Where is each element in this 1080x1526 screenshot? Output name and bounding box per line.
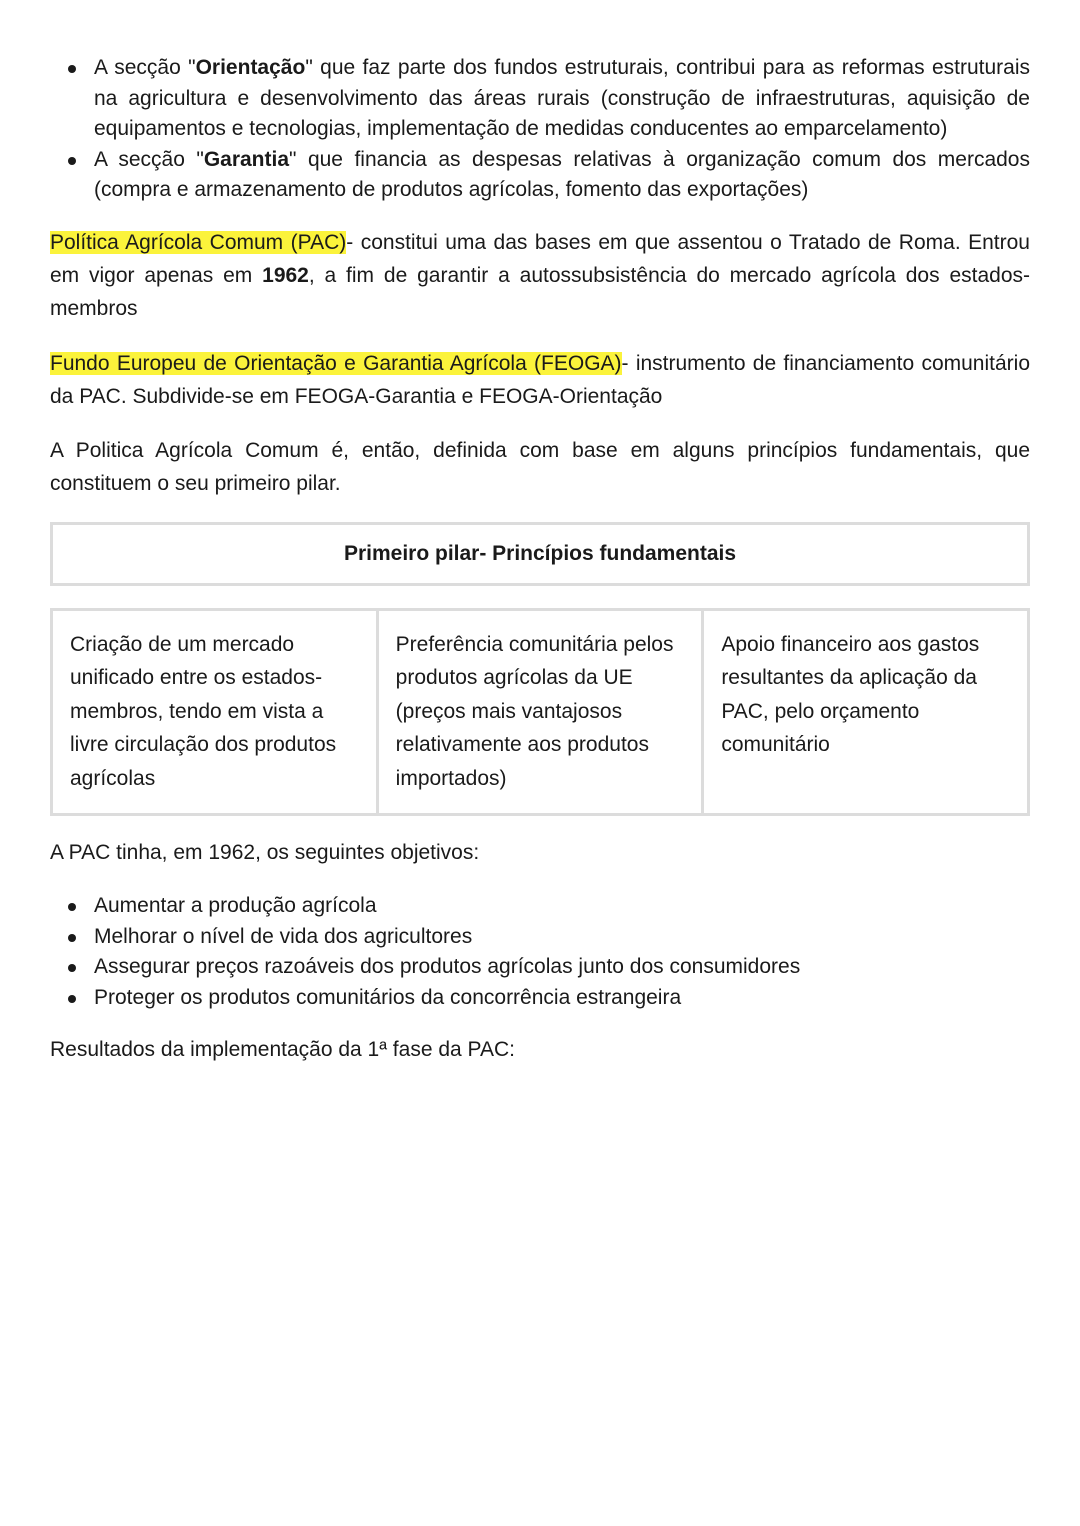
definition-text: - instrumento de financiamento comunitário da PAC. Subdivide-se em FEOGA-Garantia e FEOGA-Orientação [50,351,1031,408]
bullet-garantia [94,145,1030,206]
principle-cell: Apoio financeiro aos gastos resultantes da aplicação da PAC, pelo orçamento comunitário [703,609,1029,815]
highlighted-term-feoga: Fundo Europeu de Orientação e Garantia Agrícola (FEOGA) [50,351,622,375]
pillar-intro: A Politica Agrícola Comum é, então, definida com base em alguns princípios fundamentais, que constituem o seu primeiro pilar. [50,438,1030,495]
pillar-principles-table [50,608,1030,817]
year-bold: 1962 [262,263,309,287]
table-row [52,609,1029,815]
objectives-intro: A PAC tinha, em 1962, os seguintes objetivos: [50,841,480,864]
bullet-text: " que financia as despesas relativas à organização comum dos mercados (compra e armazenamento de produtos agrícolas, fomento das exportações) [94,147,1030,201]
principle-cell: Criação de um mercado unificado entre os estados-membros, tendo em vista a livre circulação dos produtos agrícolas [52,609,378,815]
document-page [50,50,1030,1066]
definition-text: , a fim de garantir a autossubsistência do mercado agrícola dos estados-membros [50,263,1030,320]
pillar-title-box [50,522,1030,586]
pillar-title: Primeiro pilar- Princípios fundamentais [343,541,737,565]
definition-text: - constitui uma das bases em que assentou o Tratado de Roma. Entrou em vigor apenas em [50,230,1030,287]
section-bullets [50,53,1030,206]
bullet-bold-term: Orientação [195,56,306,79]
feoga-definition [50,347,1030,413]
list-item: Aumentar a produção agrícola [94,891,1030,922]
bullet-prefix: A secção " [94,56,196,79]
bullet-prefix: A secção " [94,147,204,171]
bullet-text: " que faz parte dos fundos estruturais, contribui para as reformas estruturais na agricultura e desenvolvimento das áreas rurais (construção de infraestruturas, aquisição de equipamentos e tecnologias, implementação de medidas conducentes ao emparcelamento) [94,56,1031,140]
principle-cell: Preferência comunitária pelos produtos agrícolas da UE (preços mais vantajosos relativamente aos produtos importados) [377,609,703,815]
pac-definition [50,226,1030,325]
list-item: Proteger os produtos comunitários da concorrência estrangeira [94,983,1030,1014]
list-item: Melhorar o nível de vida dos agricultores [94,922,1030,953]
bullet-bold-term: Garantia [203,147,290,171]
highlighted-term-pac: Política Agrícola Comum (PAC) [50,230,347,254]
results-heading: Resultados da implementação da 1ª fase da PAC: [50,1038,515,1061]
list-item: Assegurar preços razoáveis dos produtos agrícolas junto dos consumidores [94,952,1030,983]
bullet-orientacao [94,53,1030,145]
objectives-list [50,891,1030,1013]
